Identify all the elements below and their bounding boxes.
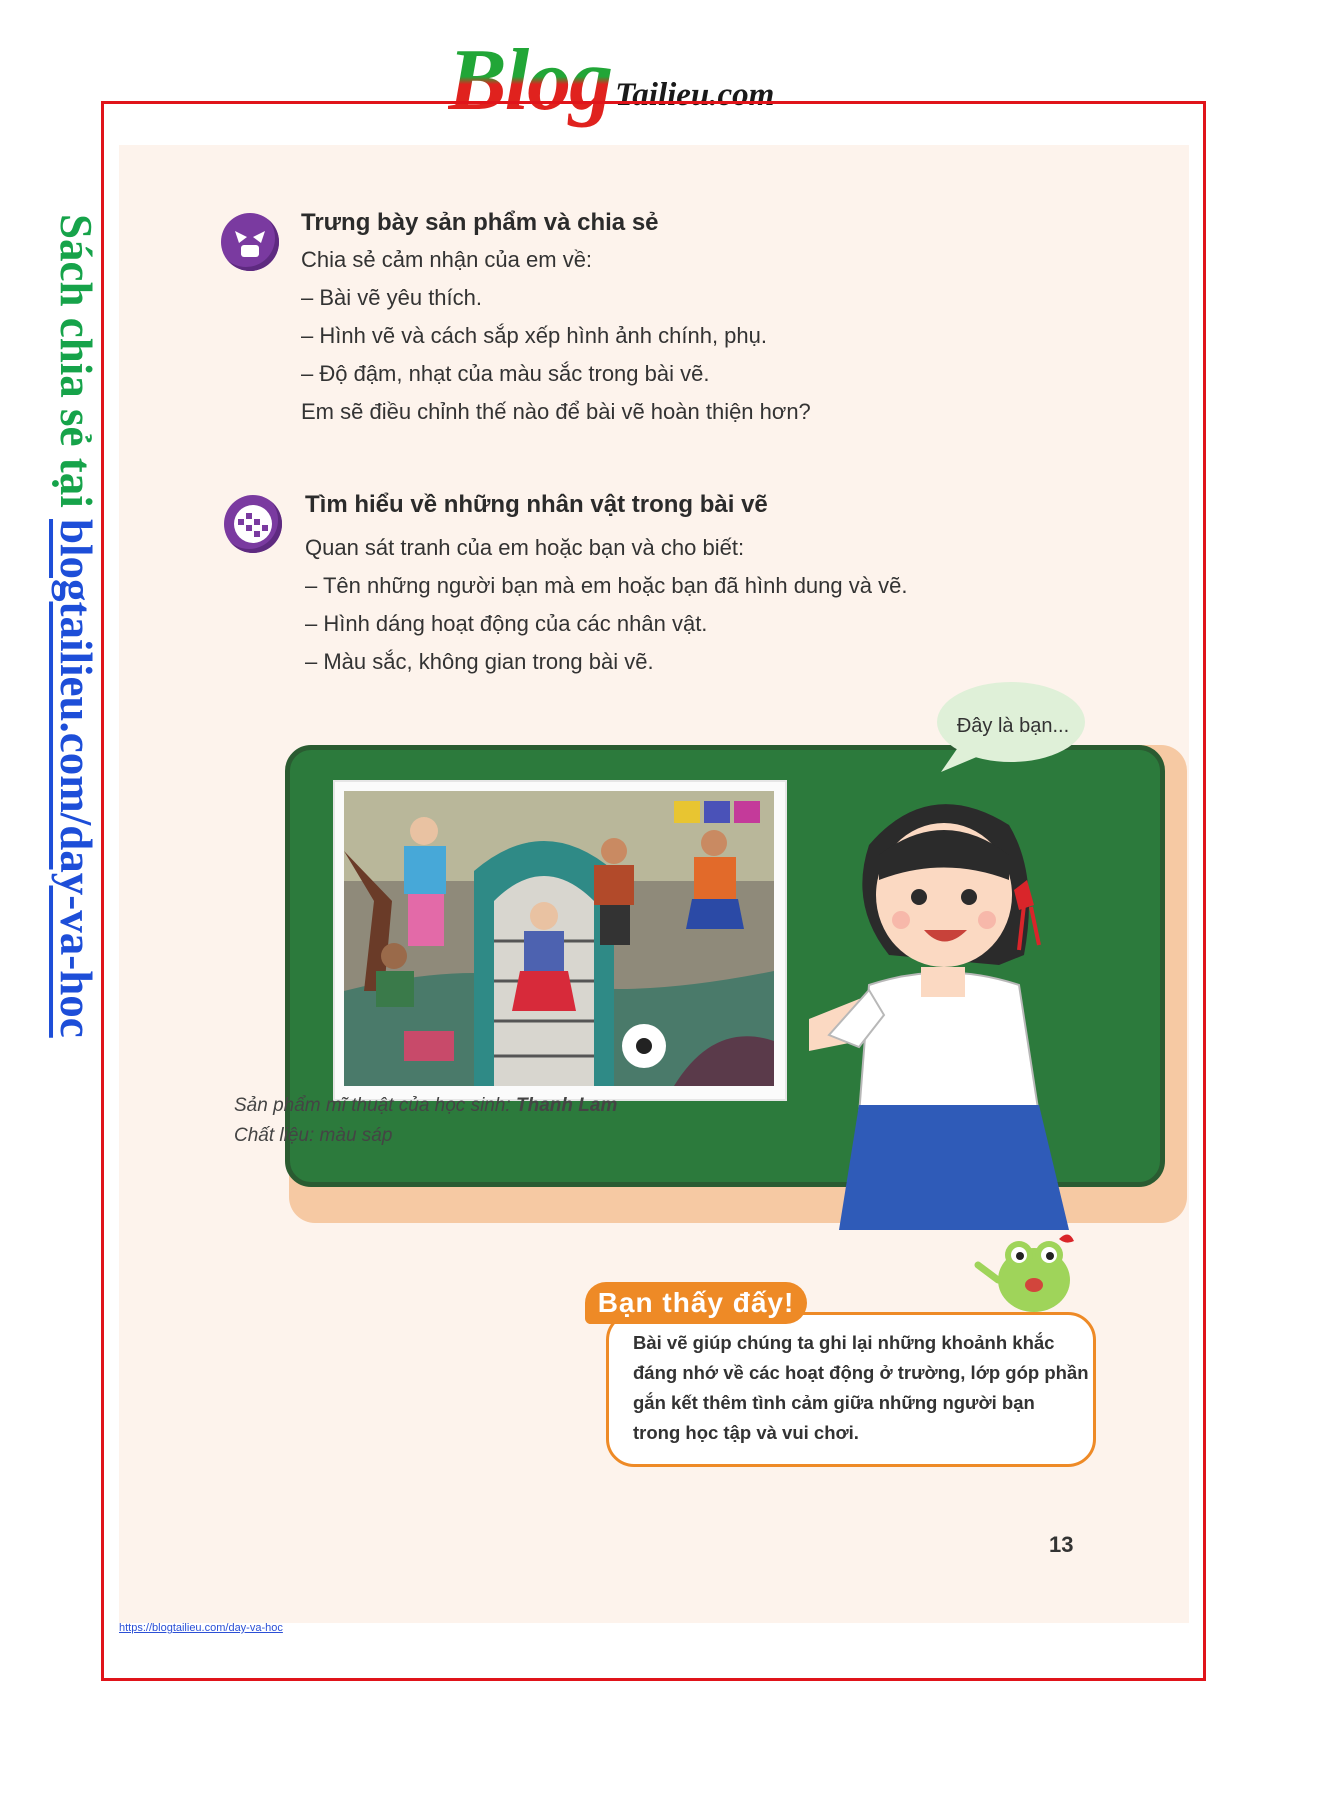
tip-line: đáng nhớ về các hoạt động ở trường, lớp góp phần: [633, 1362, 1089, 1383]
artwork-caption-author: [234, 1095, 617, 1117]
caption-prefix: Sản phẩm mĩ thuật của học sinh:: [234, 1095, 516, 1116]
section1-line: Chia sẻ cảm nhận của em về:: [301, 247, 593, 272]
side-banner-prefix: Sách chia sẻ tại: [51, 214, 101, 520]
textbook-page: [119, 145, 1189, 1623]
tip-line: Bài vẽ giúp chúng ta ghi lại những khoảnh khắc: [633, 1332, 1055, 1353]
side-banner: [50, 214, 102, 1294]
girl-character: [809, 785, 1129, 1230]
tip-heading: Bạn thấy đấy!: [585, 1282, 807, 1324]
section2-title: Tìm hiểu về những nhân vật trong bài vẽ: [305, 491, 768, 518]
frog-mascot: [974, 1225, 1084, 1325]
caption-artist: Thanh Lam: [516, 1095, 618, 1116]
section1-title: Trưng bày sản phẩm và chia sẻ: [301, 209, 659, 236]
artwork-caption-material: Chất liệu: màu sáp: [234, 1125, 393, 1146]
student-artwork: [344, 791, 774, 1086]
explore-characters-icon: [224, 495, 282, 553]
side-banner-link[interactable]: blogtailieu.com/day-va-hoc: [51, 519, 101, 1038]
section2-line: – Hình dáng hoạt động của các nhân vật.: [305, 611, 708, 636]
section2-line: – Màu sắc, không gian trong bài vẽ.: [305, 649, 654, 674]
section1-line: – Hình vẽ và cách sắp xếp hình ảnh chính, phụ.: [301, 323, 767, 348]
section1-line: – Độ đậm, nhạt của màu sắc trong bài vẽ.: [301, 361, 710, 386]
tip-line: trong học tập và vui chơi.: [633, 1422, 859, 1443]
page-number: 13: [1049, 1532, 1074, 1557]
section1-line: – Bài vẽ yêu thích.: [301, 285, 482, 310]
section2-line: – Tên những người bạn mà em hoặc bạn đã hình dung và vẽ.: [305, 573, 908, 598]
tip-line: gắn kết thêm tình cảm giữa những người bạn: [633, 1392, 1035, 1413]
speech-bubble-text: Đây là bạn...: [956, 715, 1070, 737]
logo-text-blog: Blog: [448, 32, 612, 129]
display-share-icon: [221, 213, 279, 271]
section2-line: Quan sát tranh của em hoặc bạn và cho biết:: [305, 535, 745, 560]
footer-link[interactable]: https://blogtailieu.com/day-va-hoc: [119, 1622, 283, 1634]
logo-text-tailieu: Tailieu.com: [615, 77, 775, 113]
section1-line: Em sẽ điều chỉnh thế nào để bài vẽ hoàn thiện hơn?: [301, 399, 811, 424]
